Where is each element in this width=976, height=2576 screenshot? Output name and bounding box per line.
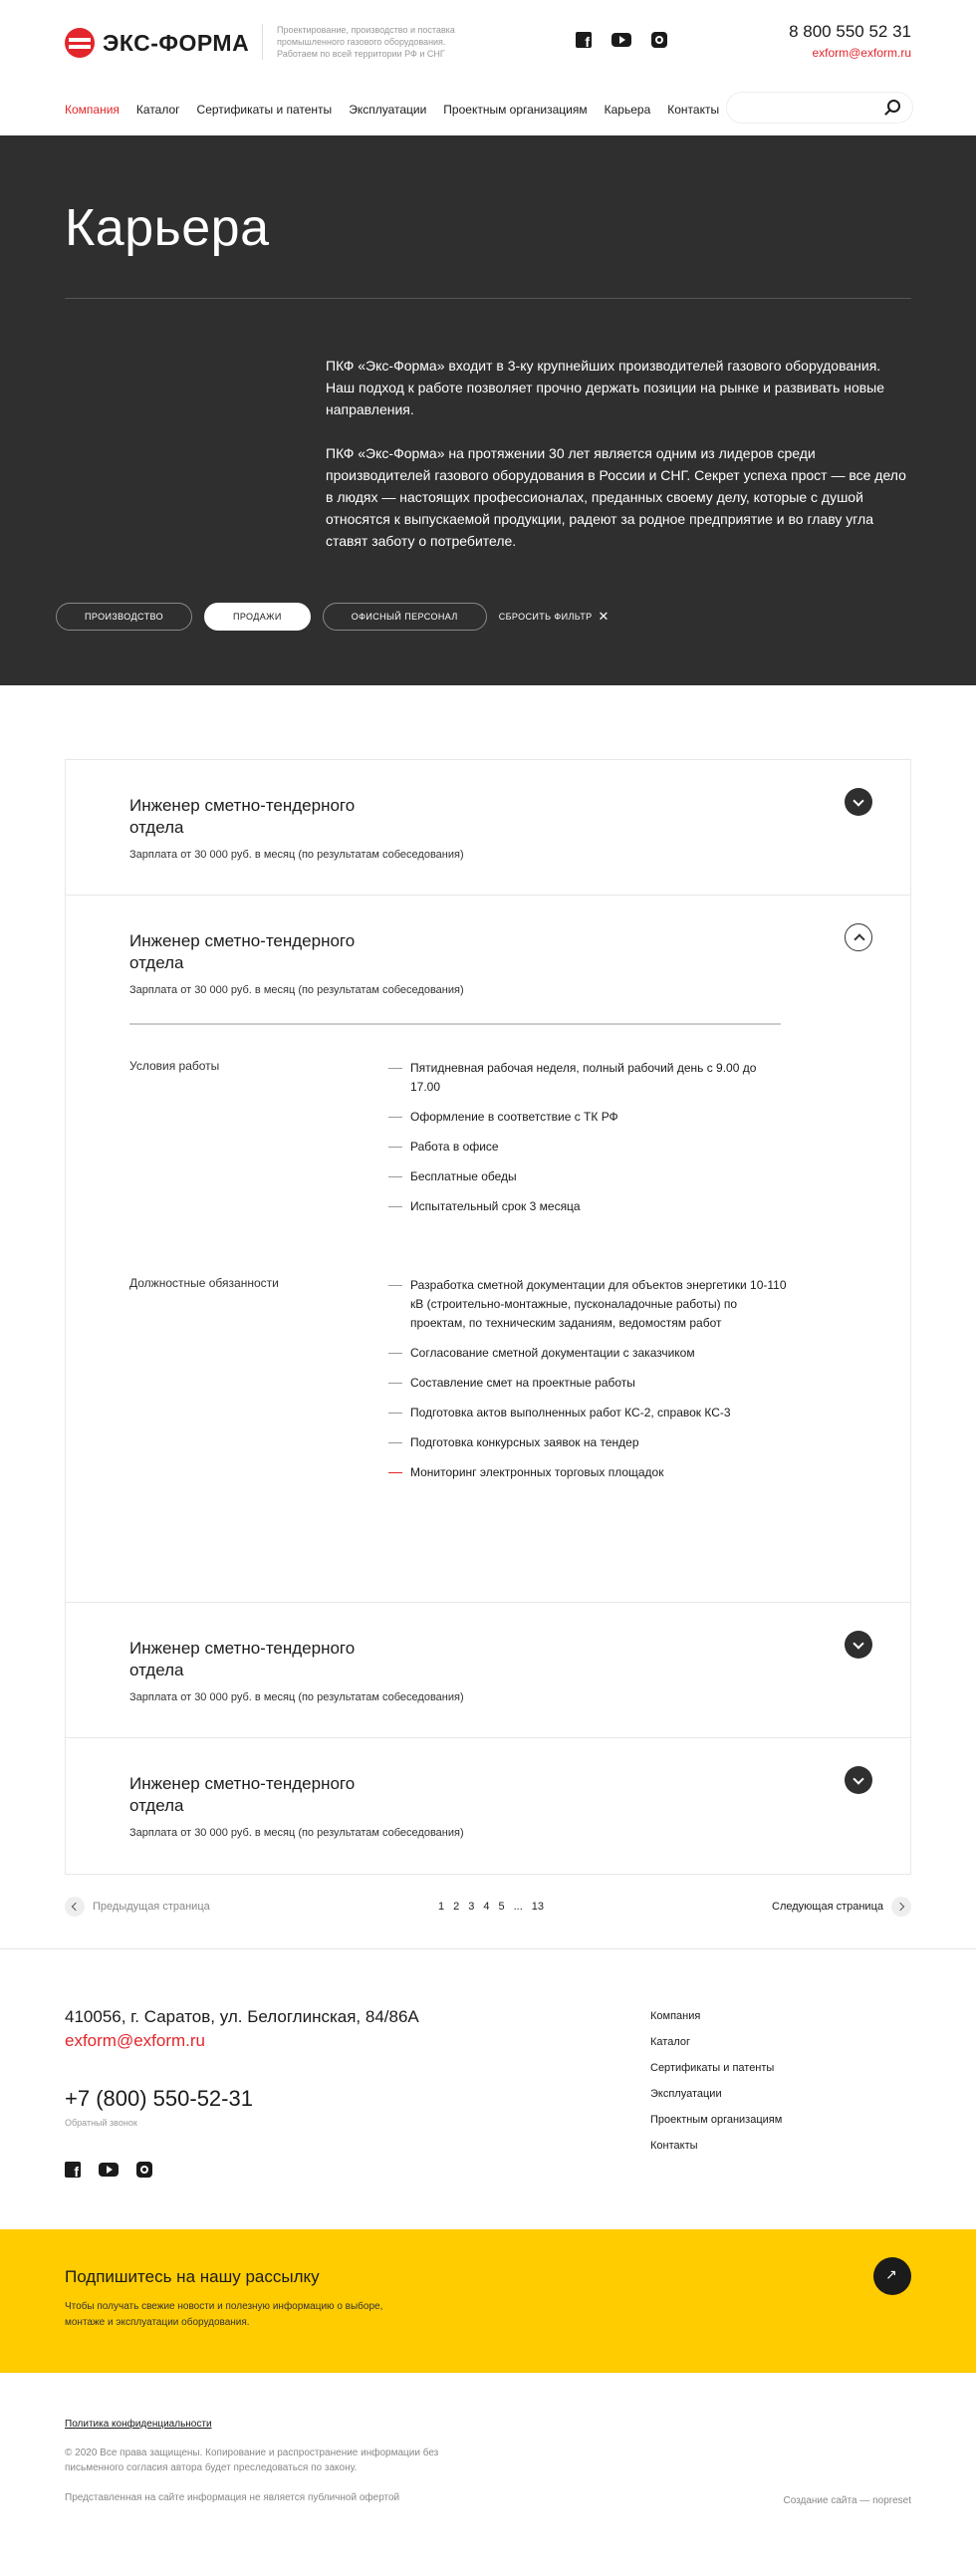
list-item: Пятидневная рабочая неделя, полный рабочий день с 9.00 до 17.00 bbox=[388, 1059, 787, 1097]
vacancy-item[interactable] bbox=[66, 1738, 910, 1874]
page-link[interactable]: 2 bbox=[453, 1901, 460, 1913]
chevron-right-icon bbox=[891, 1897, 911, 1917]
list-item: Разработка сметной документации для объектов энергетики 10-110 кВ (строительно-монтажные, пусконаладочные работы) по проектам, по техническим заданиям, ведомостям работ bbox=[388, 1276, 787, 1333]
reset-filter-label: СБРОСИТЬ ФИЛЬТР bbox=[498, 612, 593, 622]
chevron-down-icon[interactable] bbox=[845, 1631, 872, 1659]
vacancy-item[interactable] bbox=[66, 760, 910, 896]
offer-disclaimer: Представленная на сайте информация не является публичной офертой bbox=[65, 2492, 400, 2503]
next-page-button[interactable] bbox=[772, 1897, 911, 1917]
tagline: Проектирование, производство и поставка промышленного газового оборудования. Работаем по всей территории РФ и СНГ bbox=[262, 24, 486, 60]
list-item: Испытательный срок 3 месяца bbox=[388, 1197, 787, 1216]
page-numbers bbox=[438, 1901, 544, 1913]
list-item: Оформление в соответствие с ТК РФ bbox=[388, 1108, 787, 1127]
copyright: © 2020 Все права защищены. Копирование и распространение информации без письменного согласия автора будет преследоваться по закону. bbox=[65, 2447, 439, 2473]
vacancy-salary: Зарплата от 30 000 руб. в месяц (по результатам собеседования) bbox=[129, 849, 464, 861]
hero-paragraph: ПКФ «Экс-Форма» на протяжении 30 лет является одним из лидеров среди производителей газового оборудования в России и СНГ. Секрет успеха прост — все дело в людях — настоящих профессионалах, преданных своему делу, которые с душой относятся к выпускаемой продукции, радеют за родное предприятие и во главу угла ставят заботу о потребителе. bbox=[326, 445, 906, 549]
vacancy-item[interactable] bbox=[66, 1603, 910, 1738]
vacancy-filters bbox=[56, 603, 610, 631]
list-item: Бесплатные обеды bbox=[388, 1167, 787, 1186]
site-header bbox=[0, 0, 976, 135]
list-item: Подготовка актов выполненных работ КС-2, справок КС-3 bbox=[388, 1404, 787, 1422]
page-link[interactable]: 5 bbox=[498, 1901, 505, 1913]
search-input[interactable] bbox=[739, 99, 868, 117]
header-socials bbox=[576, 32, 667, 48]
privacy-link[interactable]: Политика конфиденциальности bbox=[65, 2419, 212, 2430]
nav-item-career[interactable]: Карьера bbox=[604, 103, 651, 117]
hero-divider bbox=[65, 298, 911, 299]
page-title: Карьера bbox=[65, 199, 270, 257]
footer-link[interactable]: Контакты bbox=[650, 2140, 698, 2152]
main-nav bbox=[65, 103, 736, 117]
footer-socials bbox=[65, 2162, 152, 2178]
hero-paragraph: ПКФ «Экс-Форма» входит в 3-ку крупнейших производителей газового оборудования. Наш подход к работе позволяет прочно держать позиции на рынке и развивать новые направления. bbox=[326, 358, 885, 417]
chevron-left-icon bbox=[65, 1897, 85, 1917]
close-icon: ✕ bbox=[598, 609, 610, 624]
footer-link[interactable]: Компания bbox=[650, 2010, 701, 2022]
list-item: Согласование сметной документации с заказчиком bbox=[388, 1344, 787, 1363]
made-by-link[interactable]: Создание сайта — nopreset bbox=[783, 2495, 911, 2506]
footer-nav bbox=[650, 2010, 782, 2166]
list-item: Подготовка конкурсных заявок на тендер bbox=[388, 1433, 787, 1452]
prev-page-label: Предыдущая страница bbox=[93, 1901, 210, 1913]
subscribe-arrow-icon[interactable] bbox=[873, 2257, 911, 2295]
logo-icon bbox=[65, 28, 95, 58]
list-item: Работа в офисе bbox=[388, 1138, 787, 1157]
youtube-icon[interactable] bbox=[99, 2163, 119, 2177]
vacancy-salary: Зарплата от 30 000 руб. в месяц (по результатам собеседования) bbox=[129, 984, 464, 996]
header-phone[interactable]: 8 800 550 52 31 bbox=[789, 22, 911, 41]
duties-label: Должностные обязанности bbox=[129, 1276, 279, 1290]
subscribe-banner bbox=[0, 2229, 976, 2373]
vacancy-title: Инженер сметно-тендерного отдела bbox=[129, 1639, 356, 1679]
vacancy-item-expanded[interactable] bbox=[66, 896, 910, 1603]
nav-item-company[interactable]: Компания bbox=[65, 103, 120, 117]
filter-office-staff[interactable]: ОФИСНЫЙ ПЕРСОНАЛ bbox=[323, 603, 487, 631]
vacancy-salary: Зарплата от 30 000 руб. в месяц (по результатам собеседования) bbox=[129, 1691, 464, 1703]
subscribe-title: Подпишитесь на нашу рассылку bbox=[65, 2267, 320, 2286]
nav-item-catalog[interactable]: Каталог bbox=[135, 103, 180, 117]
conditions-list bbox=[388, 1059, 787, 1227]
facebook-icon[interactable] bbox=[576, 32, 592, 48]
list-item: Мониторинг электронных торговых площадок bbox=[388, 1463, 787, 1482]
footer-link[interactable]: Эксплуатации bbox=[650, 2088, 722, 2100]
prev-page-button[interactable] bbox=[65, 1897, 210, 1917]
youtube-icon[interactable] bbox=[611, 33, 631, 47]
footer-link[interactable]: Каталог bbox=[650, 2036, 690, 2048]
logo[interactable] bbox=[65, 28, 249, 58]
vacancy-title: Инженер сметно-тендерного отдела bbox=[129, 796, 356, 837]
hero bbox=[0, 135, 976, 685]
callback-link[interactable]: Обратный звонок bbox=[65, 2118, 137, 2128]
vacancy-salary: Зарплата от 30 000 руб. в месяц (по результатам собеседования) bbox=[129, 1827, 464, 1839]
hero-intro bbox=[326, 355, 913, 574]
footer-link[interactable]: Проектным организациям bbox=[650, 2114, 783, 2126]
header-email[interactable]: exform@exform.ru bbox=[812, 46, 911, 60]
nav-item-certificates[interactable]: Сертификаты и патенты bbox=[196, 103, 333, 117]
vacancy-title: Инженер сметно-тендерного отдела bbox=[129, 1774, 356, 1815]
vacancy-divider bbox=[129, 1023, 781, 1025]
page-link[interactable]: 13 bbox=[531, 1901, 545, 1913]
page-link[interactable]: 3 bbox=[468, 1901, 475, 1913]
chevron-down-icon[interactable] bbox=[845, 1766, 872, 1794]
vacancy-list bbox=[65, 759, 911, 1875]
chevron-up-icon[interactable] bbox=[845, 923, 872, 951]
nav-item-design-orgs[interactable]: Проектным организациям bbox=[443, 103, 588, 117]
conditions-label: Условия работы bbox=[129, 1059, 220, 1073]
logo-text: ЭКС-ФОРМА bbox=[103, 29, 250, 56]
filter-sales[interactable]: ПРОДАЖИ bbox=[204, 603, 311, 631]
nav-item-contacts[interactable]: Контакты bbox=[667, 103, 720, 117]
page-link[interactable]: 1 bbox=[438, 1901, 445, 1913]
subscribe-text: Чтобы получать свежие новости и полезную информацию о выборе, монтаже и эксплуатации оборудования. bbox=[65, 2301, 383, 2328]
instagram-icon[interactable] bbox=[136, 2162, 152, 2178]
search-icon[interactable] bbox=[887, 100, 900, 113]
vacancy-title: Инженер сметно-тендерного отдела bbox=[129, 931, 356, 972]
next-page-label: Следующая страница bbox=[772, 1901, 883, 1913]
list-item: Составление смет на проектные работы bbox=[388, 1374, 787, 1393]
page-link[interactable]: 4 bbox=[483, 1901, 490, 1913]
page-ellipsis: ... bbox=[513, 1901, 523, 1913]
filter-production[interactable]: ПРОИЗВОДСТВО bbox=[56, 603, 192, 631]
reset-filter-button[interactable] bbox=[499, 609, 610, 625]
footer-link[interactable]: Сертификаты и патенты bbox=[650, 2062, 775, 2074]
pagination bbox=[65, 1897, 911, 1919]
facebook-icon[interactable] bbox=[65, 2162, 81, 2178]
instagram-icon[interactable] bbox=[651, 32, 667, 48]
chevron-down-icon[interactable] bbox=[845, 788, 872, 816]
footer-address: 410056, г. Саратов, ул. Белоглинская, 84/86А bbox=[65, 2007, 419, 2026]
nav-item-operation[interactable]: Эксплуатации bbox=[349, 103, 427, 117]
footer-phone[interactable]: +7 (800) 550-52-31 bbox=[65, 2086, 253, 2111]
duties-list bbox=[388, 1276, 787, 1493]
search-box bbox=[727, 93, 912, 123]
footer-email[interactable]: exform@exform.ru bbox=[65, 2031, 206, 2050]
footer-divider bbox=[0, 1948, 976, 1949]
